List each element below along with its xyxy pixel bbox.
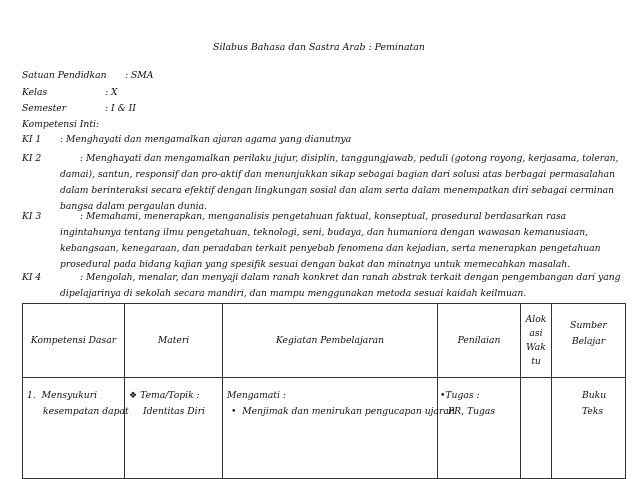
header-label: Kompetensi Dasar [30,334,117,346]
ki-2-line: bangsa dalam pergaulan dunia. [60,201,207,212]
header-materi [125,304,223,378]
header-label: Alok [525,313,547,325]
cell-kompetensi-dasar [23,378,129,479]
info-label-kelas: Kelas [22,87,48,98]
header-kegiatan-pembelajaran [223,304,438,378]
kd-text: Mensyukuri [41,390,98,401]
bullet-icon: • [440,390,446,401]
kegiatan-heading: Mengamati : [227,390,286,401]
kegiatan-item [227,404,455,420]
header-label: Sumber [570,320,607,331]
cell-alokasi-waktu [521,378,552,479]
kegiatan-item-text: Menjimak dan menirukan pengucapan ujaran [242,406,455,417]
penilaian-line [440,388,520,404]
bullet-icon: • [231,406,237,417]
table-header-row [23,304,626,378]
ki-4-line: dipelajarinya di sekolah secara mandiri, dan mampu menggunakan metoda sesuai kaidah keilmuan. [60,288,527,299]
ki-2-code: KI 2 [22,153,42,164]
info-value-kelas: : X [105,87,118,98]
penilaian-line: PR, Tugas [448,406,496,417]
header-label: asi [529,327,543,339]
cell-kegiatan-pembelajaran [223,378,455,479]
document-title: Silabus Bahasa dan Sastra Arab : Peminatan [213,42,425,53]
syllabus-table [22,303,626,479]
ki-3-line: kebangsaan, kenegaraan, dan peradaban terkait penyebab fenomena dan kejadian, serta menerapkan pengetahuan [60,243,601,254]
diamond-bullet-icon: ❖ [129,390,138,401]
materi-topic-label: Tema/Topik : [140,390,200,401]
cell-sumber-belajar [552,378,626,479]
kd-line [27,388,124,404]
materi-line [129,388,222,404]
cell-materi [125,378,223,479]
info-label-satuan: Satuan Pendidkan [22,70,107,81]
ki-2-line: dalam berinteraksi secara efektif dengan lingkungan sosial dan alam serta dalam menempatkan diri sebagai cerminan [60,185,615,196]
ki-1-code: KI 1 [22,134,42,145]
penilaian-label: Tugas : [445,390,480,401]
ki-1-text: : Menghayati dan mengamalkan ajaran agama yang dianutnya [60,134,352,145]
header-label: Materi [157,334,190,346]
header-label: Belajar [571,336,606,347]
sumber-line: Teks [582,406,604,417]
ki-3-line: : Memahami, menerapkan, menganalisis pengetahuan faktual, konseptual, prosedural berdasarkan rasa [80,211,567,222]
header-label: tu [531,355,541,367]
sumber-line: Buku [582,390,607,401]
kd-number: 1. [27,390,36,401]
kompetensi-inti-heading: Kompetensi Inti: [22,119,100,130]
header-kompetensi-dasar [23,304,125,378]
kd-line: kesempatan dapat [43,406,129,417]
info-value-satuan: : SMA [125,70,154,81]
ki-3-line: prosedural pada bidang kajian yang spesifik sesuai dengan bakat dan minatnya untuk memecahkan masalah. [60,259,571,270]
table-row [23,378,626,479]
header-label: Wak [526,341,546,353]
ki-4-line: : Mengolah, menalar, dan menyaji dalam ranah konkret dan ranah abstrak terkait dengan pengembangan dari yang [80,272,621,283]
ki-2-line: : Menghayati dan mengamalkan perilaku jujur, disiplin, tanggungjawab, peduli (gotong royong, kerjasama, toleran, [80,153,619,164]
ki-4-code: KI 4 [22,272,42,283]
ki-3-code: KI 3 [22,211,42,222]
cell-penilaian [438,378,521,479]
info-value-semester: : I & II [105,103,136,114]
ki-2-line: damai), santun, responsif dan pro-aktif dan menunjukkan sikap sebagai bagian dari solusi atas berbagai permasalahan [60,169,616,180]
info-label-semester: Semester [22,103,67,114]
ki-3-line: ingintahunya tentang ilmu pengetahuan, teknologi, seni, budaya, dan humaniora dengan wawasan kemanusiaan, [60,227,589,238]
header-penilaian [438,304,521,378]
header-sumber-belajar [552,304,626,378]
header-label: Kegiatan Pembelajaran [275,334,385,346]
materi-line: Identitas Diri [143,406,205,417]
header-alokasi-waktu [521,304,552,378]
header-label: Penilaian [457,334,501,346]
